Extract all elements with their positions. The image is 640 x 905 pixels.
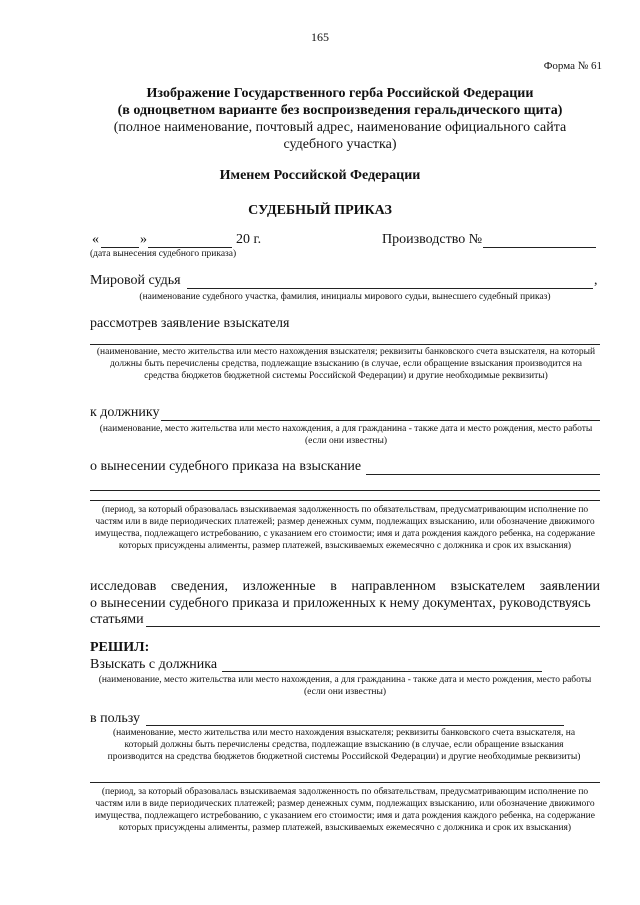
- subject-field[interactable]: [366, 474, 600, 475]
- debtor-label: к должнику: [90, 405, 160, 420]
- examined-line-2: о вынесении судебного приказа и приложенных к нему документах, руководствуясь: [90, 596, 591, 611]
- articles-label: статьями: [90, 612, 144, 627]
- date-year: 20 г.: [236, 232, 262, 247]
- examined-line-1: исследовав сведения, изложенные в направленном взыскателем заявлении: [90, 579, 600, 594]
- subject-label: о вынесении судебного приказа на взыскание: [90, 459, 362, 474]
- on-behalf-heading: Именем Российской Федерации: [219, 168, 421, 183]
- in-favor-caption: (наименование, место жительства или место нахождения взыскателя; реквизиты банковского счета взыскателя, на который должны быть перечислены средства, подлежащие взысканию (в случае, если обращение взыскания производится на средства бюджетов бюджетной системы Российской Федерации) и другие необходимые реквизиты): [107, 728, 581, 762]
- document-header: [60, 85, 620, 153]
- judge-label: Мировой судья: [90, 273, 181, 288]
- subject-caption: (период, за который образовалась взыскиваемая задолженность по обязательствам, предусматривающим исполнение по частям или в виде периодических платежей; размер денежных сумм, подлежащих взысканию, или обозначение движимого имущества, подлежащего истребованию, с указанием его стоимости; имя и дата рождения каждого ребенка, на содержание которых присуждены алименты, размер платежей, взыскиваемых ежемесячно с должника и срок их взыскания): [95, 505, 595, 551]
- claimant-label: рассмотрев заявление взыскателя: [90, 316, 290, 331]
- debtor-caption: (наименование, место жительства или место нахождения, а для гражданина - также дата и место рождения, место работы (если они известны): [99, 424, 593, 446]
- proceeding-number-field[interactable]: [483, 247, 596, 248]
- debtor-field[interactable]: [161, 420, 600, 421]
- recover-caption: (наименование, место жительства или место нахождения, а для гражданина - также дата и место рождения, место работы (если они известны): [98, 675, 592, 697]
- recover-label: Взыскать с должника: [90, 657, 218, 672]
- subject-extra-line[interactable]: [90, 500, 600, 501]
- judge-comma: ,: [594, 273, 598, 288]
- articles-field[interactable]: [146, 626, 600, 627]
- document-title: СУДЕБНЫЙ ПРИКАЗ: [248, 203, 392, 218]
- subject-extra-line[interactable]: [90, 490, 600, 491]
- form-number: Форма № 61: [543, 60, 602, 72]
- header-line-4: судебного участка): [283, 137, 397, 152]
- date-day-field[interactable]: [101, 247, 139, 248]
- header-line-2: (в одноцветном варианте без воспроизведения геральдического щита): [117, 103, 563, 118]
- judge-caption: (наименование судебного участка, фамилия, инициалы мирового судьи, вынесшего судебный приказ): [139, 292, 551, 302]
- period-caption: (период, за который образовалась взыскиваемая задолженность по обязательствам, предусматривающим исполнение по частям или в виде периодических платежей; размер денежных сумм, подлежащих взысканию, или обозначение движимого имущества, подлежащего истребованию, с указанием его стоимости; имя и дата рождения каждого ребенка, на содержание которых присуждены алименты, размер платежей, взыскиваемых ежемесячно с должника и срок их взыскания): [95, 787, 595, 833]
- header-line-3: (полное наименование, почтовый адрес, наименование официального сайта: [113, 120, 567, 135]
- date-caption: (дата вынесения судебного приказа): [90, 249, 237, 259]
- date-quote-close: »: [140, 232, 147, 247]
- page-number: 165: [311, 30, 329, 44]
- date-month-field[interactable]: [148, 247, 232, 248]
- claimant-caption: (наименование, место жительства или место нахождения взыскателя; реквизиты банковского счета взыскателя, на который должны быть перечислены средства, подлежащие взысканию (в случае, если обращение взыскания производится на средства бюджетов бюджетной системы Российской Федерации) и другие необходимые реквизиты): [96, 347, 596, 381]
- decided-heading: РЕШИЛ:: [90, 640, 150, 655]
- date-quote-open: «: [92, 232, 99, 247]
- recover-field[interactable]: [222, 671, 542, 672]
- in-favor-field[interactable]: [146, 725, 564, 726]
- proceeding-label: Производство №: [382, 232, 483, 247]
- period-field[interactable]: [90, 782, 600, 783]
- judge-field[interactable]: [187, 288, 593, 289]
- header-line-1: Изображение Государственного герба Российской Федерации: [146, 86, 534, 101]
- in-favor-label: в пользу: [90, 711, 141, 726]
- claimant-field[interactable]: [90, 344, 600, 345]
